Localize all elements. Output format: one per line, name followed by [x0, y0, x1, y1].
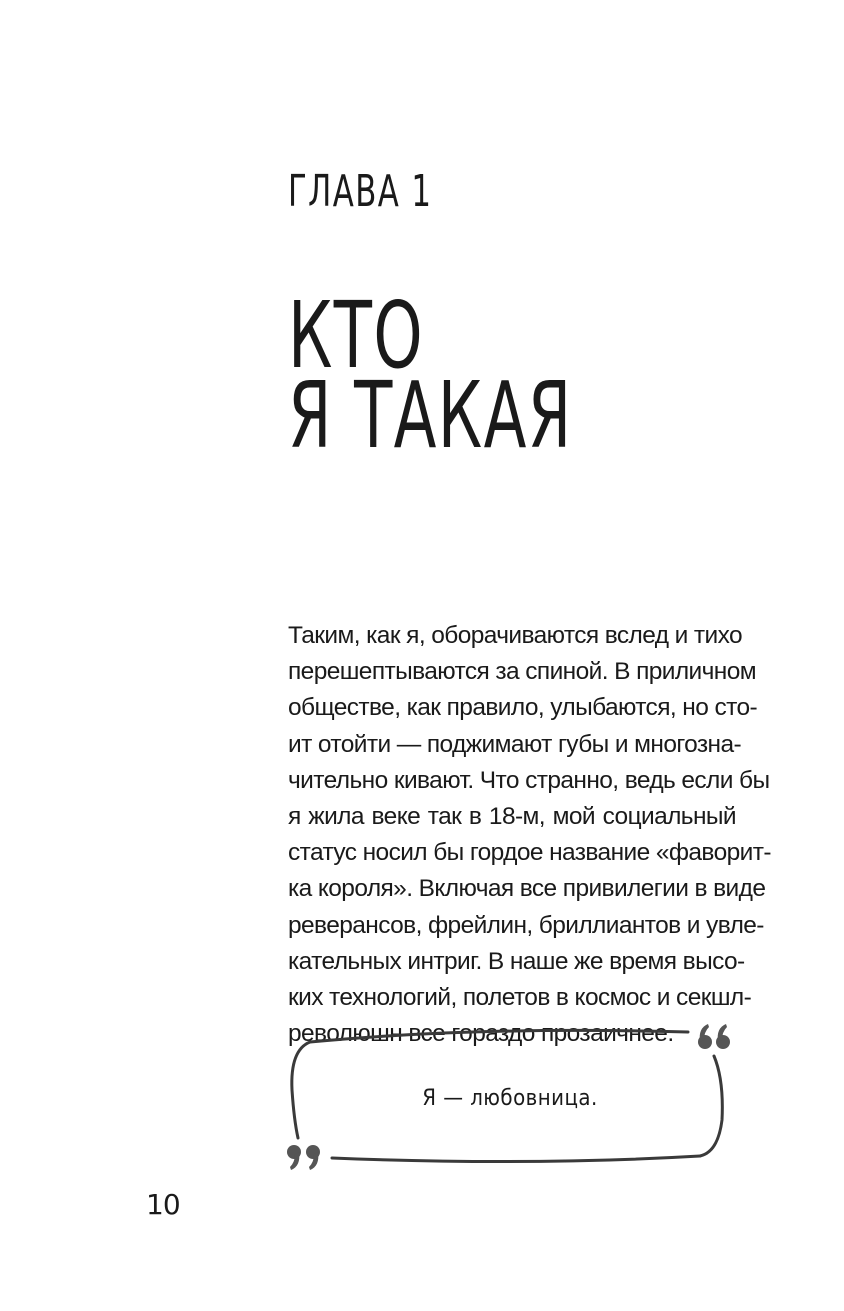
close-quote-icon [287, 1145, 320, 1170]
open-quote-icon [698, 1024, 730, 1049]
body-line: перешептываются за спиной. В приличном [288, 658, 756, 686]
chapter-title-line-2: Я ТАКАЯ [288, 362, 573, 469]
chapter-label: ГЛАВА 1 [288, 166, 433, 217]
chapter-title-line-1: КТО [288, 282, 424, 389]
body-line: Таким, как я, оборачиваются вслед и тихо [288, 622, 743, 649]
quote-frame-left-line [292, 1042, 310, 1138]
body-line: статус носил бы гордое название «фаворит- [288, 839, 771, 867]
body-line: кательных интриг. В наше же время высо- [288, 947, 745, 975]
body-line: революшн все гораздо прозаичнее. [288, 1020, 674, 1048]
pull-quote-text: Я — любовница. [422, 1086, 598, 1111]
body-line: я жила веке так в 18-м, мой социальный [288, 802, 736, 830]
body-line: чительно кивают. Что странно, ведь если бы [288, 766, 770, 794]
body-line: обществе, как правило, улыбаются, но сто- [288, 694, 758, 722]
chapter-title [288, 282, 573, 469]
page-number: 10 [146, 1188, 180, 1221]
body-paragraph [288, 618, 771, 1052]
quote-frame-top-line [310, 1030, 688, 1042]
body-line: ка короля». Включая все привилегии в виде [288, 875, 766, 903]
body-line: реверансов, фрейлин, бриллиантов и увле- [288, 911, 764, 939]
body-line: ит отойти — поджимают губы и многозна- [288, 730, 742, 758]
quote-frame-right-line [700, 1056, 722, 1156]
quote-frame-bottom-line [332, 1156, 700, 1162]
body-line: ких технологий, полетов в космос и секшл- [288, 983, 752, 1011]
